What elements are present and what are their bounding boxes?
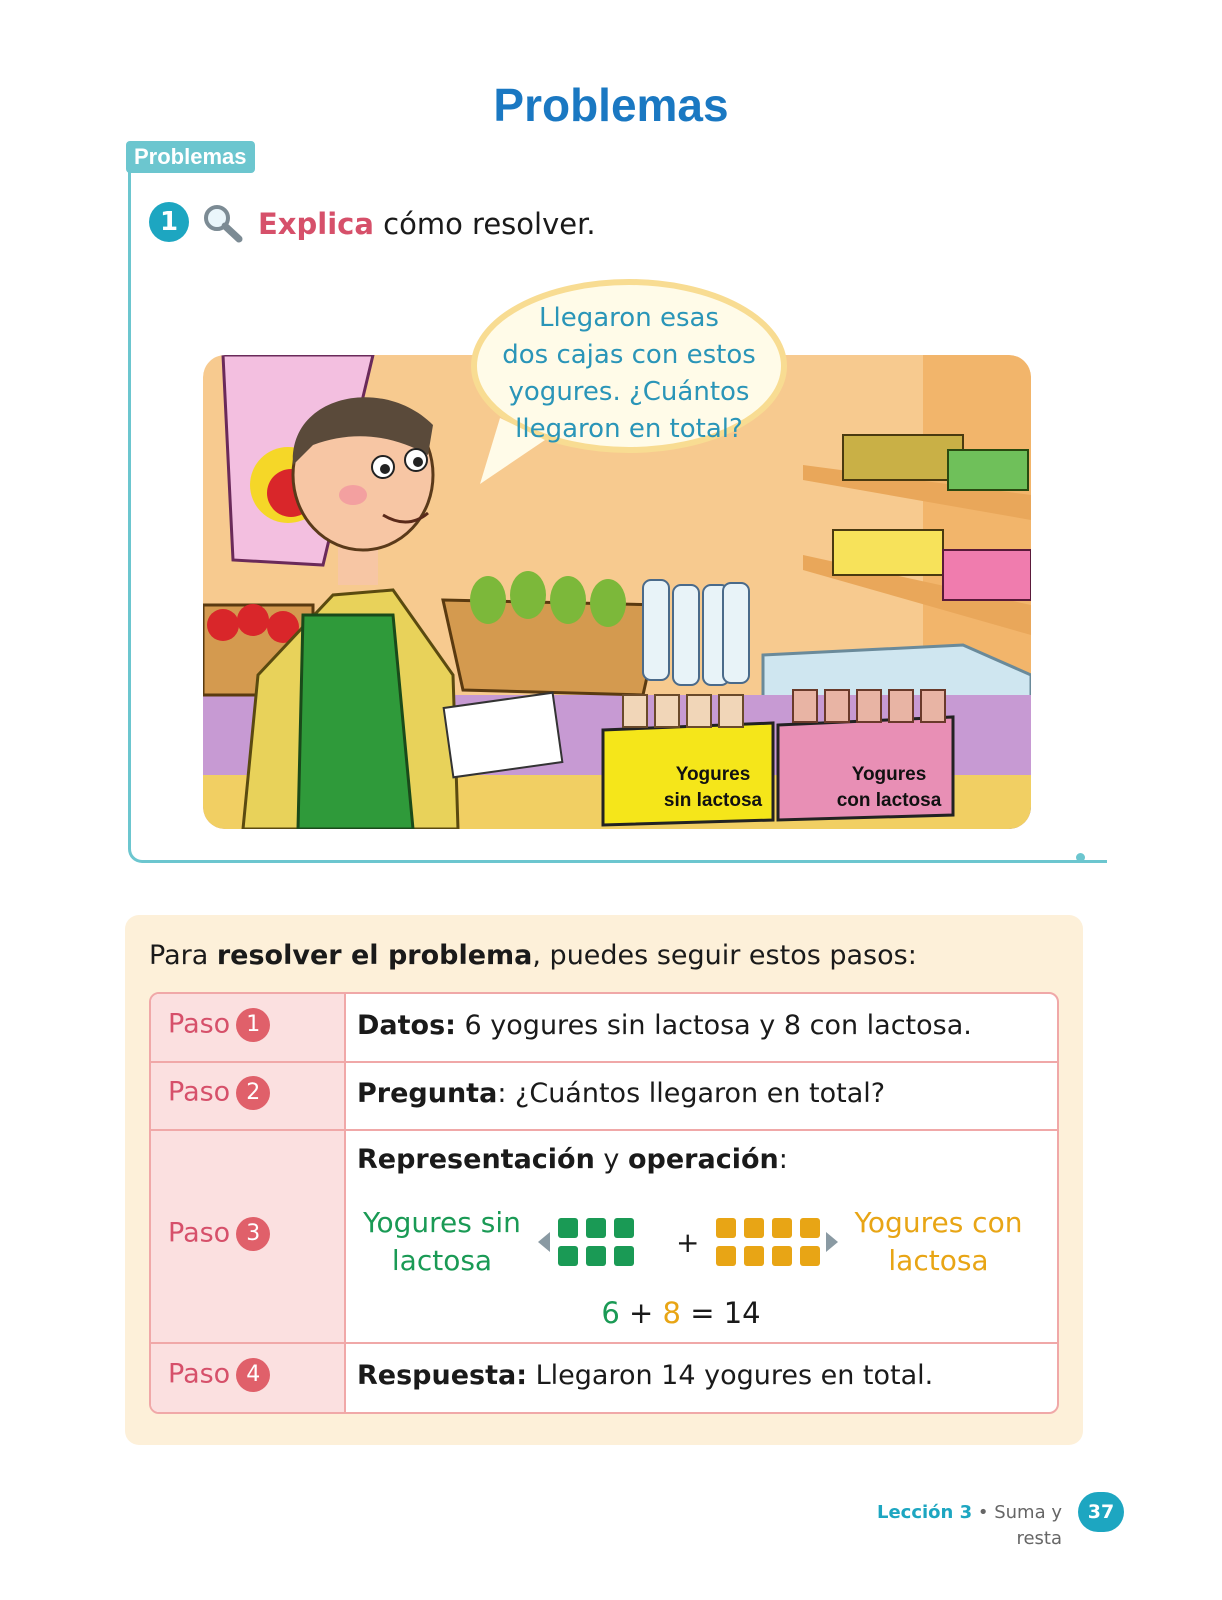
arrow-left-icon xyxy=(538,1232,550,1252)
footer-lesson: Lección 3 xyxy=(876,1502,973,1523)
step-text: 6 yogures sin lactosa y 8 con lactosa. xyxy=(455,1010,972,1041)
instruction-verb: Explica xyxy=(258,207,374,241)
orange-cube xyxy=(716,1218,736,1238)
rep-right-label xyxy=(851,1204,1026,1280)
section-tab: Problemas xyxy=(126,141,255,173)
step-text: Llegaron 14 yogures en total. xyxy=(527,1360,934,1391)
step-word: Paso xyxy=(168,1008,231,1040)
orange-cube xyxy=(772,1218,792,1238)
footer-text xyxy=(830,1500,1062,1552)
rep-left-label xyxy=(357,1204,527,1280)
green-cube xyxy=(558,1246,578,1266)
rep-blocks xyxy=(536,1214,846,1270)
step-heading: Datos: xyxy=(357,1010,456,1041)
equation-term: 8 xyxy=(662,1296,681,1330)
intro-prefix: Para xyxy=(149,940,217,971)
magnifier-icon xyxy=(202,203,244,243)
step-heading: Respuesta: xyxy=(357,1360,528,1391)
step-number: 2 xyxy=(236,1076,270,1110)
step-content-3 xyxy=(357,1144,788,1175)
rep-label-line: lactosa xyxy=(888,1244,989,1277)
speech-line: llegaron en total? xyxy=(515,414,743,444)
speech-line: dos cajas con estos xyxy=(502,340,756,370)
step-text: : xyxy=(778,1144,788,1175)
equation-term: 6 xyxy=(601,1296,620,1330)
step-text: : ¿Cuántos llegaron en total? xyxy=(497,1078,886,1109)
step-word: Paso xyxy=(168,1217,231,1249)
orange-cube xyxy=(744,1246,764,1266)
step-text: y xyxy=(594,1144,628,1175)
box-label-line: sin lactosa xyxy=(663,790,763,811)
step-content-2 xyxy=(357,1078,885,1109)
step-heading: operación xyxy=(627,1144,779,1175)
step-number: 1 xyxy=(236,1008,270,1042)
step-label-2 xyxy=(168,1076,270,1110)
plus-sign: + xyxy=(676,1226,700,1259)
box-label-line: con lactosa xyxy=(836,790,942,811)
step-heading: Representación xyxy=(357,1144,595,1175)
steps-table xyxy=(149,992,1059,1414)
green-cube xyxy=(614,1218,634,1238)
step-label-4 xyxy=(168,1358,270,1392)
rep-label-line: Yogures sin xyxy=(363,1206,521,1239)
speech-line: Llegaron esas xyxy=(539,303,719,333)
step-content-4 xyxy=(357,1360,933,1391)
box-label-without-lactose xyxy=(640,762,786,814)
rep-label-line: lactosa xyxy=(391,1244,493,1277)
orange-cube xyxy=(800,1246,820,1266)
page-number: 37 xyxy=(1078,1492,1124,1532)
orange-cube xyxy=(800,1218,820,1238)
rep-label-line: Yogures con xyxy=(854,1206,1023,1239)
box-label-line: Yogures xyxy=(675,764,751,785)
step-label-1 xyxy=(168,1008,270,1042)
green-cube xyxy=(586,1218,606,1238)
rep-equation xyxy=(581,1294,781,1332)
step-content-1 xyxy=(357,1010,972,1041)
step-heading: Pregunta xyxy=(357,1078,498,1109)
equation-op: + xyxy=(619,1296,663,1330)
step-label-3 xyxy=(168,1217,270,1251)
equation-result: = 14 xyxy=(681,1296,761,1330)
orange-cube xyxy=(716,1246,736,1266)
arrow-right-icon xyxy=(826,1232,838,1252)
section-end-dot xyxy=(1076,853,1085,862)
problem-instruction xyxy=(258,204,596,244)
box-label-with-lactose xyxy=(816,762,962,814)
row-divider xyxy=(151,1129,1057,1131)
footer-separator: • xyxy=(972,1502,995,1523)
step-label-column xyxy=(151,994,346,1412)
green-cube xyxy=(558,1218,578,1238)
box-label-line: Yogures xyxy=(851,764,927,785)
orange-cube xyxy=(744,1218,764,1238)
page-title: Problemas xyxy=(493,79,729,131)
speech-line: yogures. ¿Cuántos xyxy=(508,377,750,407)
step-number: 4 xyxy=(236,1358,270,1392)
steps-intro xyxy=(149,936,917,976)
green-cube xyxy=(586,1246,606,1266)
orange-cube xyxy=(772,1246,792,1266)
instruction-text: cómo resolver. xyxy=(373,207,596,241)
footer-topic: Suma y resta xyxy=(994,1502,1062,1549)
step-word: Paso xyxy=(168,1358,231,1390)
problem-number-badge: 1 xyxy=(149,202,189,242)
intro-bold: resolver el problema xyxy=(216,940,533,971)
step-number: 3 xyxy=(236,1217,270,1251)
row-divider xyxy=(151,1342,1057,1344)
step-word: Paso xyxy=(168,1076,231,1108)
row-divider xyxy=(151,1061,1057,1063)
intro-suffix: , puedes seguir estos pasos: xyxy=(532,940,917,971)
green-cube xyxy=(614,1246,634,1266)
speech-text xyxy=(470,300,788,448)
